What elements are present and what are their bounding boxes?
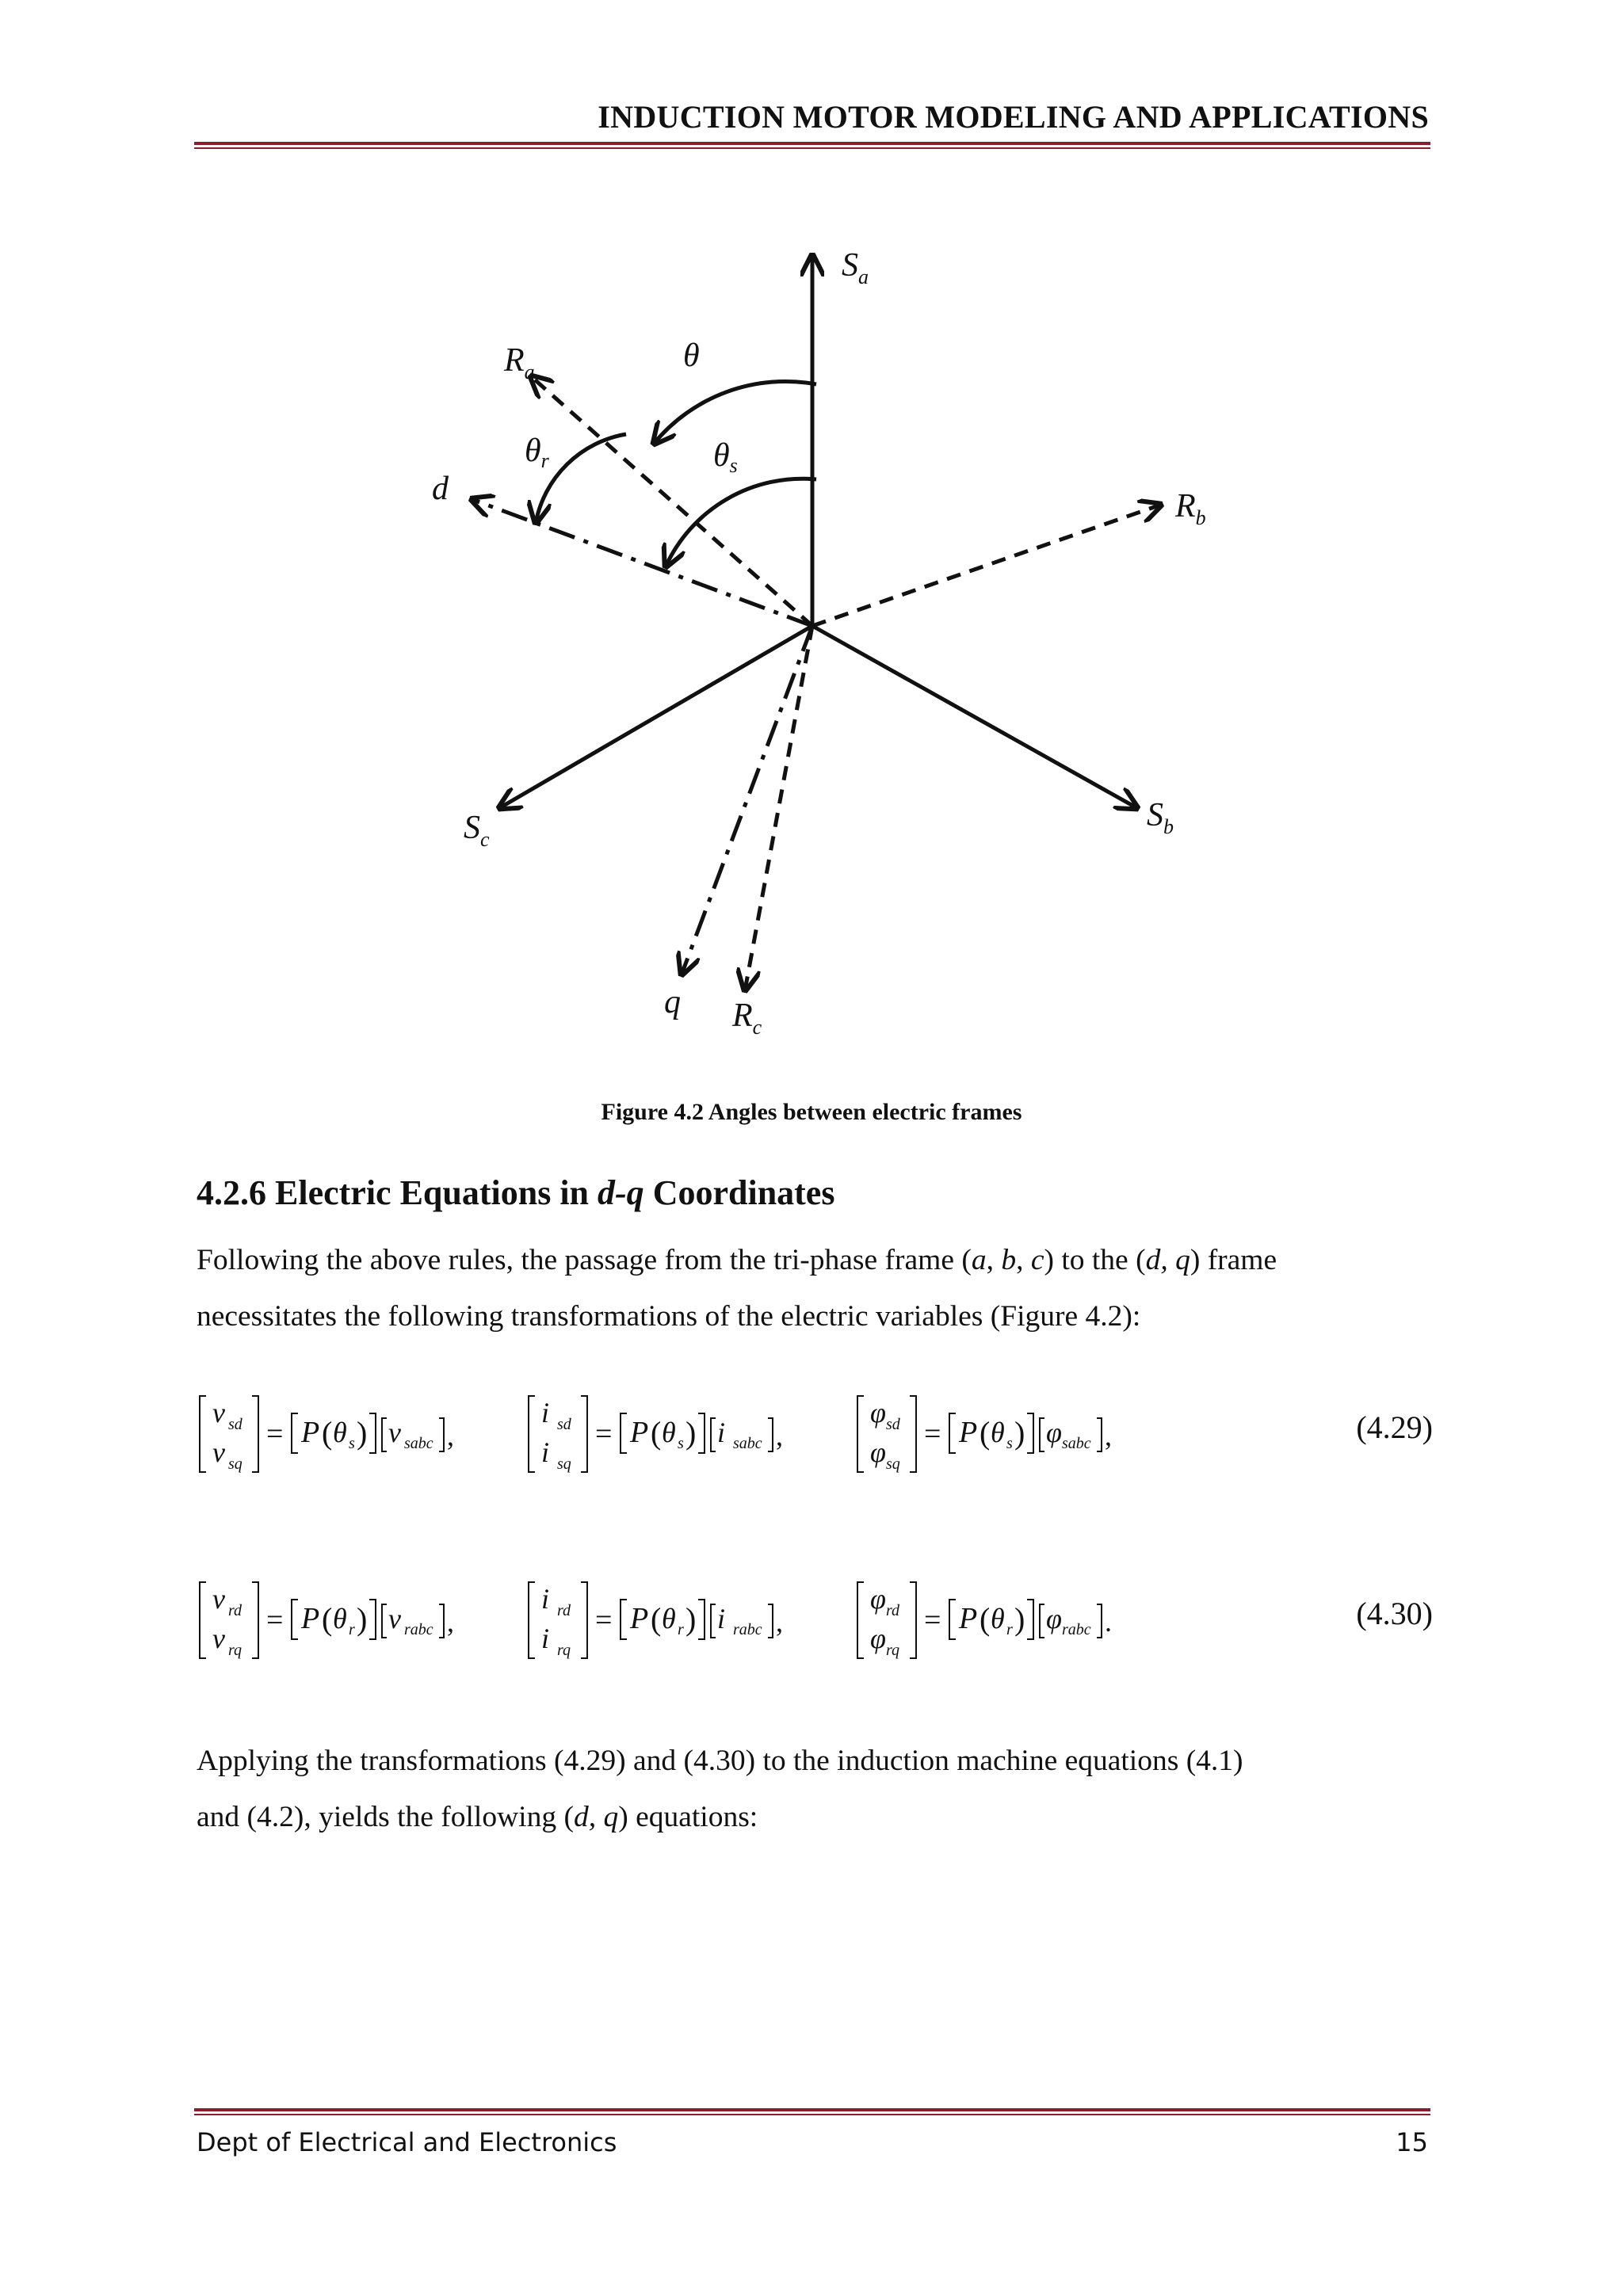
right-bracket (252, 1582, 258, 1658)
label-d: d (432, 471, 449, 507)
vec-bracket-left (382, 1418, 387, 1451)
vector-sub: rabc (1062, 1621, 1091, 1638)
p-operator: P (630, 1416, 649, 1449)
rotor-axis-c (745, 626, 812, 990)
equals-sign: = (924, 1417, 941, 1451)
theta-sub: s (1006, 1435, 1013, 1452)
paren: ( (651, 1415, 662, 1451)
paren: ( (322, 1601, 333, 1637)
vec-bracket-right (1097, 1418, 1102, 1451)
equals-sign: = (595, 1417, 613, 1451)
paren: ) (357, 1601, 368, 1637)
electric-frames-diagram (0, 0, 1623, 1077)
entry-bottom-sub: rq (228, 1642, 242, 1659)
punctuation: , (447, 1606, 454, 1638)
p-operator: P (959, 1602, 978, 1635)
p-bracket-right (1027, 1600, 1033, 1639)
paren: ) (1014, 1601, 1025, 1637)
left-bracket (857, 1582, 864, 1658)
entry-bottom: φ (870, 1436, 886, 1468)
theta-sub: s (349, 1435, 355, 1452)
entry-top: φ (870, 1583, 886, 1615)
entry-bottom-sub: rq (557, 1642, 571, 1659)
punctuation: , (776, 1606, 783, 1638)
paragraph-1: Following the above rules, the passage from the tri-phase frame (a, b, c) to the (d, q) frame necessitates the following transformations of the electric variables (Figure 4.2): (197, 1244, 1277, 1333)
vec-bracket-right (768, 1418, 773, 1451)
p-bracket-left (292, 1413, 298, 1453)
right-bracket (910, 1396, 916, 1472)
punctuation: , (776, 1420, 783, 1451)
p-operator: P (301, 1602, 320, 1635)
vec-bracket-left (1040, 1604, 1044, 1638)
vec-bracket-right (439, 1604, 444, 1638)
entry-top: v (212, 1583, 225, 1615)
entry-top-sub: rd (228, 1602, 242, 1619)
vector-sub: sabc (404, 1435, 433, 1452)
entry-bottom-sub: rq (886, 1642, 900, 1659)
p-operator: P (630, 1602, 649, 1635)
label-rb: $R_b$ (1175, 488, 1206, 529)
entry-top: i (541, 1583, 550, 1615)
vector-symbol: i (717, 1603, 726, 1634)
punctuation: , (1105, 1420, 1112, 1451)
entry-top: v (212, 1397, 225, 1428)
p-bracket-left (621, 1600, 627, 1639)
footer-department: Dept of Electrical and Electronics (197, 2127, 617, 2157)
label-theta: θ (683, 338, 700, 374)
theta-sub: s (678, 1435, 684, 1452)
paren: ) (357, 1415, 368, 1451)
paren: ) (685, 1601, 697, 1637)
left-bracket (857, 1396, 864, 1472)
matrix-term (529, 1582, 783, 1659)
matrix-term (200, 1396, 454, 1473)
right-bracket (581, 1396, 587, 1472)
theta: θ (333, 1417, 347, 1448)
p-bracket-right (698, 1413, 705, 1453)
vector-sub: rabc (404, 1621, 433, 1638)
equals-sign: = (924, 1604, 941, 1637)
entry-top-sub: sd (886, 1416, 900, 1433)
entry-top-sub: rd (557, 1602, 571, 1619)
vector-sub: rabc (733, 1621, 762, 1638)
label-theta-s: θs (713, 437, 738, 477)
theta-sub: r (349, 1621, 355, 1638)
punctuation: . (1105, 1606, 1112, 1638)
left-bracket (529, 1582, 535, 1658)
rotor-axis-a (531, 376, 812, 626)
footer-rule-thick (194, 2108, 1430, 2111)
section-heading: 4.2.6 Electric Equations in d-q Coordinates (197, 1173, 835, 1212)
label-rc: $R_c$ (732, 997, 762, 1039)
paren: ( (980, 1601, 991, 1637)
p-bracket-left (949, 1600, 956, 1639)
entry-bottom-sub: sq (228, 1455, 242, 1473)
p-bracket-right (369, 1413, 376, 1453)
p-bracket-left (949, 1413, 956, 1453)
vector-symbol: φ (1046, 1603, 1062, 1634)
equation-4-30-math (197, 1565, 1306, 1676)
entry-bottom: v (212, 1623, 225, 1654)
p-operator: P (301, 1416, 320, 1449)
vector-symbol: φ (1046, 1417, 1062, 1448)
vec-bracket-right (1097, 1604, 1102, 1638)
equals-sign: = (595, 1604, 613, 1637)
vec-bracket-left (1040, 1418, 1044, 1451)
entry-bottom: i (541, 1436, 550, 1468)
entry-top-sub: sd (557, 1416, 571, 1433)
vector-symbol: v (388, 1603, 401, 1634)
label-q: q (664, 984, 681, 1020)
entry-top: φ (870, 1397, 886, 1428)
paragraph-2: Applying the transformations (4.29) and (4.30) to the induction machine equations (4.1) and (4.2), yields the following (d, q) equations: (197, 1745, 1243, 1833)
paren: ( (980, 1415, 991, 1451)
entry-bottom: i (541, 1623, 550, 1654)
p-bracket-right (369, 1600, 376, 1639)
p-bracket-left (292, 1600, 298, 1639)
vec-bracket-left (382, 1604, 387, 1638)
label-sc: $S_c$ (464, 810, 490, 851)
paren: ( (322, 1415, 333, 1451)
vec-bracket-left (711, 1418, 716, 1451)
right-bracket (252, 1396, 258, 1472)
paren: ) (1014, 1415, 1025, 1451)
entry-top-sub: rd (886, 1602, 900, 1619)
theta: θ (991, 1417, 1005, 1448)
vector-sub: sabc (1062, 1435, 1091, 1452)
right-bracket (910, 1582, 916, 1658)
vec-bracket-right (768, 1604, 773, 1638)
vector-symbol: v (388, 1417, 401, 1448)
entry-bottom: φ (870, 1623, 886, 1654)
theta: θ (662, 1603, 676, 1634)
equals-sign: = (266, 1604, 284, 1637)
matrix-term (857, 1396, 1112, 1473)
punctuation: , (447, 1420, 454, 1451)
vec-bracket-left (711, 1604, 716, 1638)
matrix-term (857, 1582, 1112, 1659)
equation-number: (4.30) (1356, 1596, 1433, 1631)
label-ra: $R_a$ (504, 342, 535, 383)
entry-bottom-sub: sq (557, 1455, 571, 1473)
rotor-axis-b (812, 505, 1161, 626)
page-number: 15 (1396, 2127, 1428, 2157)
equation-4-30 (197, 1565, 1433, 1676)
theta-sub: r (1006, 1621, 1013, 1638)
running-header: INDUCTION MOTOR MODELING AND APPLICATIONS (598, 99, 1429, 135)
vector-symbol: i (717, 1417, 726, 1448)
paren: ) (685, 1415, 697, 1451)
entry-bottom-sub: sq (886, 1455, 900, 1473)
equation-4-29 (197, 1379, 1433, 1489)
matrix-term (200, 1582, 454, 1659)
left-bracket (200, 1582, 206, 1658)
right-bracket (581, 1582, 587, 1658)
paren: ( (651, 1601, 662, 1637)
p-bracket-right (698, 1600, 705, 1639)
stator-axis-c (499, 626, 812, 808)
left-bracket (200, 1396, 206, 1472)
figure-caption: Figure 4.2 Angles between electric frames (601, 1099, 1022, 1125)
entry-top: i (541, 1397, 550, 1428)
theta: θ (662, 1417, 676, 1448)
p-bracket-left (621, 1413, 627, 1453)
entry-bottom: v (212, 1436, 225, 1468)
theta-s-arc (666, 479, 816, 566)
label-sb: $S_b$ (1147, 797, 1174, 838)
matrix-term (529, 1396, 783, 1473)
stator-axis-b (812, 626, 1137, 808)
equation-4-29-math (197, 1379, 1306, 1489)
label-sa: $S_a$ (842, 247, 869, 288)
d-axis (472, 499, 812, 626)
vector-sub: sabc (733, 1435, 762, 1452)
theta-arc (654, 381, 816, 444)
theta: θ (333, 1603, 347, 1634)
theta: θ (991, 1603, 1005, 1634)
p-operator: P (959, 1416, 978, 1449)
equation-number: (4.29) (1356, 1409, 1433, 1445)
vec-bracket-right (439, 1418, 444, 1451)
entry-top-sub: sd (228, 1416, 242, 1433)
theta-sub: r (678, 1621, 684, 1638)
q-axis (682, 626, 812, 974)
footer-rule-thin (194, 2114, 1430, 2115)
p-bracket-right (1027, 1413, 1033, 1453)
left-bracket (529, 1396, 535, 1472)
label-theta-r: θr (525, 433, 549, 472)
equals-sign: = (266, 1417, 284, 1451)
